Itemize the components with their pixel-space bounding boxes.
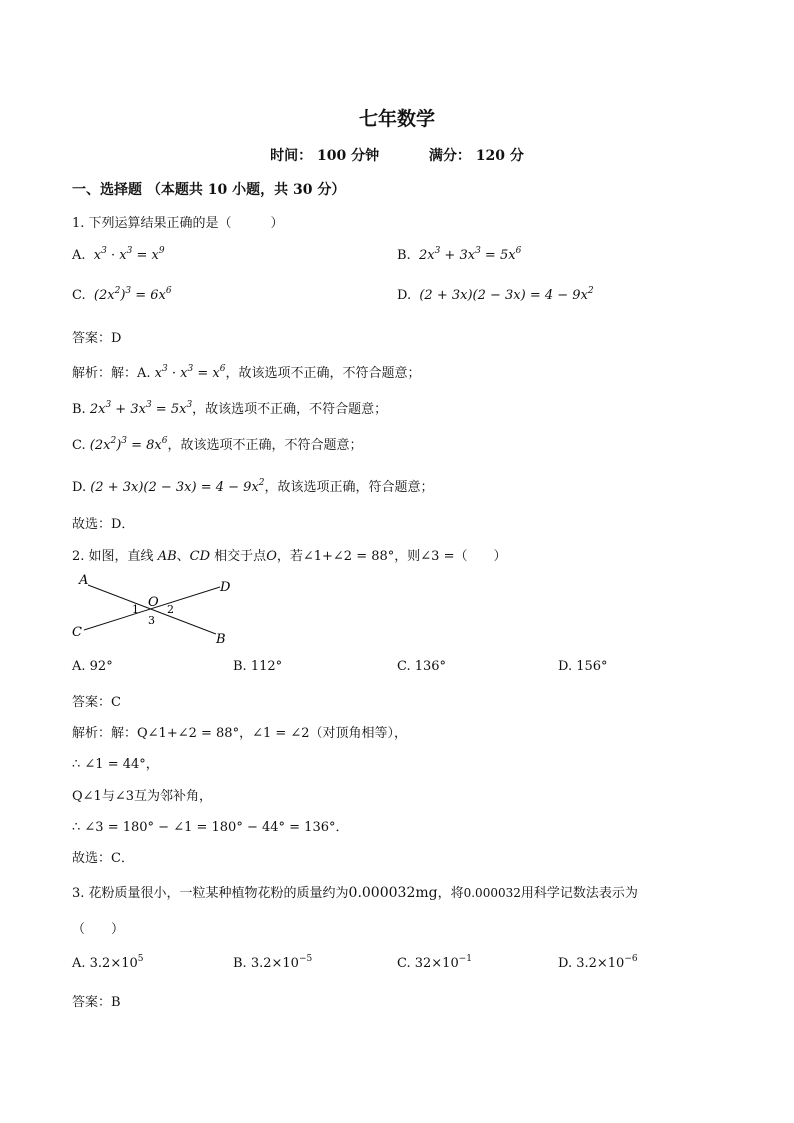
q2-explanation-3: Q∠1与∠3互为邻补角， bbox=[72, 789, 212, 804]
q1-explanation-3: C. $(2x^2)^3 = 8x^6$，故该选项不正确，不符合题意； bbox=[72, 436, 363, 453]
label-c: C bbox=[72, 625, 82, 640]
q1-option-a: A. $x^3 \cdot x^3 = x^9$ bbox=[72, 246, 165, 263]
q3-option-d: D. $3.2\times 10^{-6}$ bbox=[558, 954, 638, 971]
q1-conclusion: 故选：D． bbox=[72, 517, 135, 532]
q3-paren: （ ） bbox=[72, 922, 125, 937]
q1-explanation-4: D. $(2 + 3x)(2 - 3x) = 4 - 9x^2$，故该选项正确，符合题意； bbox=[72, 478, 434, 495]
q2-option-d: D. 156° bbox=[558, 659, 608, 674]
q1-option-b: B. $2x^3 + 3x^3 = 5x^6$ bbox=[397, 246, 522, 263]
q3-option-a: A. $3.2\times 10^5$ bbox=[72, 954, 144, 971]
q2-answer: 答案：C bbox=[72, 695, 121, 710]
time-value: 100 分钟 bbox=[317, 148, 380, 164]
intersecting-lines-figure bbox=[68, 572, 248, 652]
q1-explanation-1: 解析：解：A. $x^3 \cdot x^3 = x^6$，故该选项不正确，不符合题意； bbox=[72, 364, 421, 381]
q1-option-d: D. $(2 + 3x)(2 - 3x) = 4 - 9x^2$ bbox=[397, 286, 594, 303]
page-title: 七年数学 bbox=[358, 108, 435, 130]
label-b: B bbox=[216, 632, 226, 647]
q2-explanation-4: ∴ ∠3 = 180° − ∠1 = 180° − 44° = 136°． bbox=[72, 820, 349, 835]
q2-option-a: A. 92° bbox=[72, 659, 113, 674]
q1-answer: 答案：D bbox=[72, 331, 122, 346]
q2-explanation-1: 解析：解：Q∠1+∠2 = 88°，∠1 = ∠2（对顶角相等）， bbox=[72, 726, 408, 741]
q3-stem: 3. 花粉质量很小，一粒某种植物花粉的质量约为0.000032mg，将0.000032用科学记数法表示为 bbox=[72, 885, 638, 901]
label-angle-3: 3 bbox=[148, 614, 155, 627]
score-label: 满分： bbox=[428, 148, 471, 164]
q2-explanation-2: ∴ ∠1 = 44°， bbox=[72, 757, 159, 772]
time-label: 时间： bbox=[270, 148, 313, 164]
q2-option-c: C. 136° bbox=[397, 659, 447, 674]
section-heading: 一、选择题 （本题共 10 小题，共 30 分） bbox=[72, 182, 346, 198]
q3-answer: 答案：B bbox=[72, 995, 121, 1010]
q3-option-b: B. $3.2\times 10^{-5}$ bbox=[233, 954, 313, 971]
label-a: A bbox=[79, 573, 89, 588]
label-angle-1: 1 bbox=[132, 603, 139, 616]
q1-stem: 1. 下列运算结果正确的是（ ） bbox=[72, 216, 284, 231]
label-o: O bbox=[148, 595, 159, 610]
exam-info bbox=[0, 145, 794, 165]
score-value: 120 分 bbox=[475, 148, 524, 164]
q2-stem: 2. 如图，直线 AB、CD 相交于点O，若∠1+∠2 = 88°，则∠3 =（ ） bbox=[72, 549, 507, 564]
q2-conclusion: 故选：C． bbox=[72, 851, 134, 866]
q1-option-c: C. $(2x^2)^3 = 6x^6$ bbox=[72, 286, 172, 303]
q2-option-b: B. 112° bbox=[233, 659, 283, 674]
q3-option-c: C. $32\times 10^{-1}$ bbox=[397, 954, 473, 971]
label-angle-2: 2 bbox=[167, 603, 174, 616]
q1-explanation-2: B. $2x^3 + 3x^3 = 5x^3$，故该选项不正确，不符合题意； bbox=[72, 400, 388, 417]
label-d: D bbox=[220, 580, 231, 595]
